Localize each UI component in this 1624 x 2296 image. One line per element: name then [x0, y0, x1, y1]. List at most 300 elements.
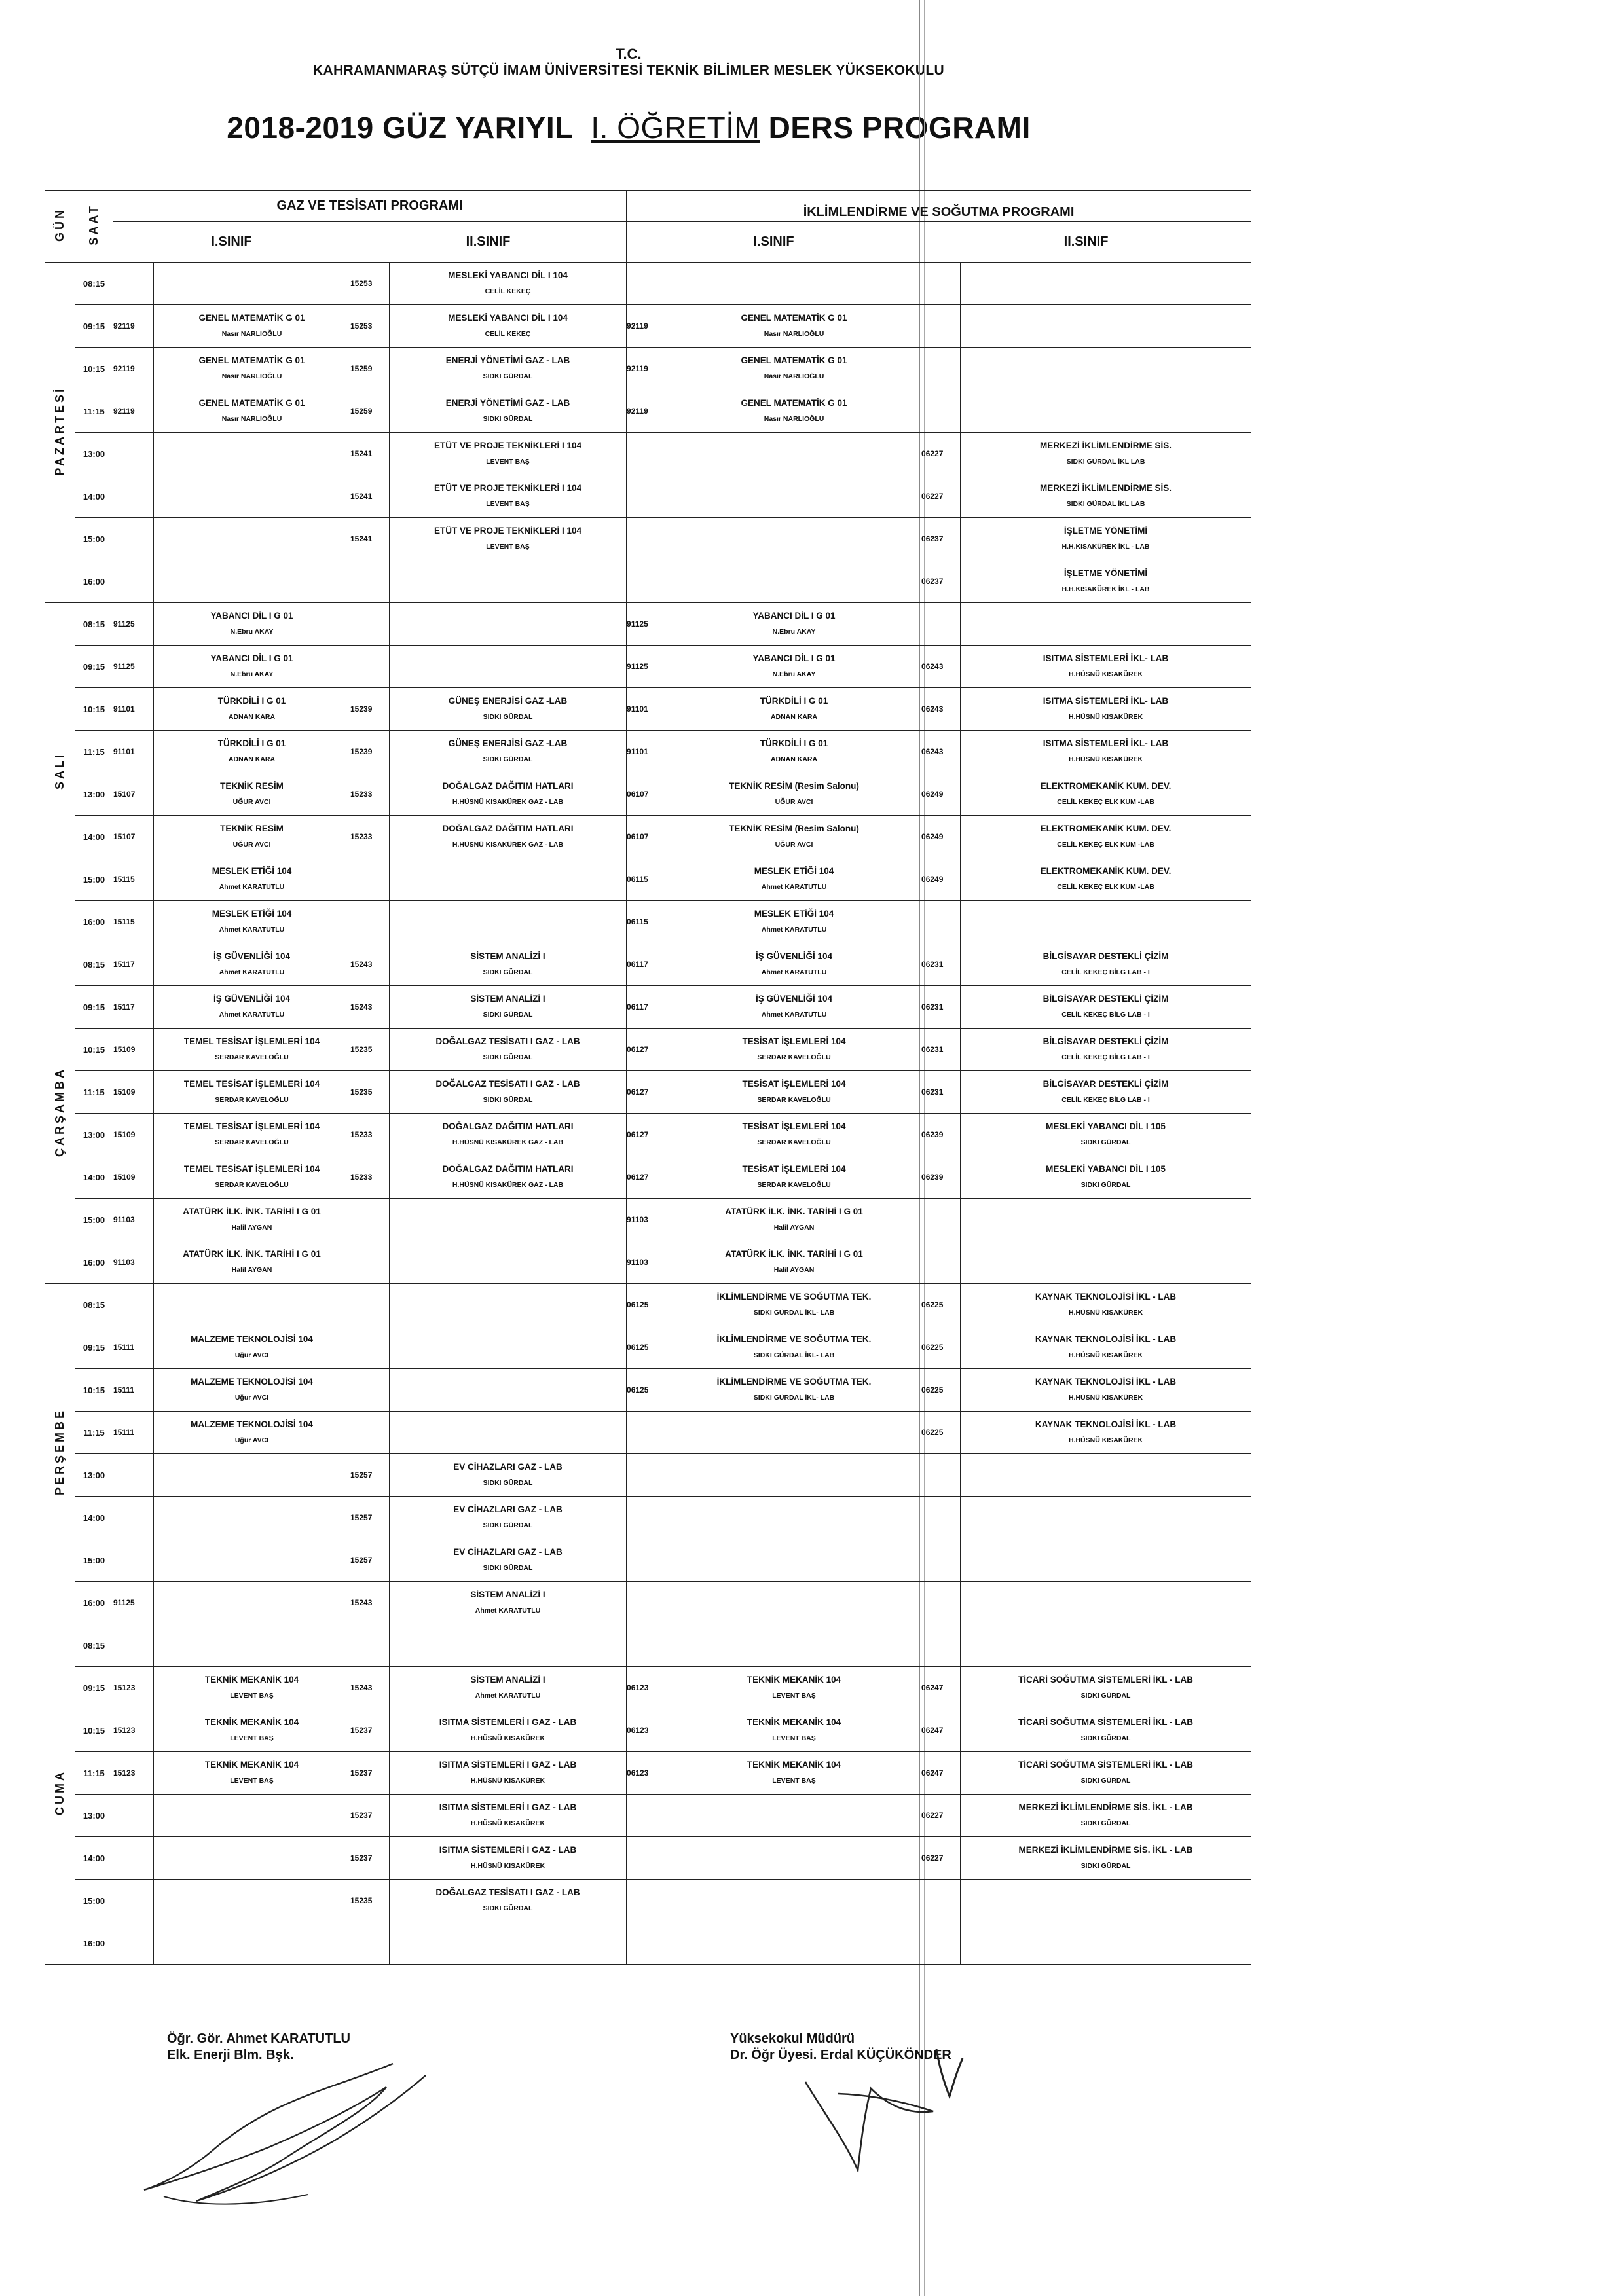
schedule-row: [45, 263, 1251, 305]
course-code-gaz-2: 15241: [350, 518, 390, 560]
course-cell-ikl-1: [667, 1199, 921, 1241]
course-cell-ikl-1: [667, 1539, 921, 1582]
course-instructor: ADNAN KARA: [770, 756, 818, 763]
course-instructor: ADNAN KARA: [228, 713, 276, 721]
course-cell-gaz-1: [154, 1624, 350, 1667]
course-instructor: LEVENT BAŞ: [230, 1692, 274, 1700]
course-cell-ikl-1: [667, 518, 921, 560]
course-cell-gaz-1: [154, 1326, 350, 1369]
course-instructor: SERDAR KAVELOĞLU: [215, 1096, 289, 1104]
schedule-table: [45, 190, 1251, 1965]
course-title: DOĞALGAZ TESİSATI I GAZ - LAB: [435, 1079, 580, 1089]
course-code-ikl-2: 06247: [921, 1752, 961, 1795]
day-label: ÇARŞAMBA: [45, 943, 75, 1284]
time-slot: 13:00: [75, 1454, 113, 1497]
title-program: DERS PROGRAMI: [768, 111, 1031, 145]
schedule-row: [45, 603, 1251, 646]
course-title: BİLGİSAYAR DESTEKLİ ÇİZİM: [1043, 1036, 1169, 1046]
course-instructor: SIDKI GÜRDAL: [1080, 1692, 1131, 1700]
course-code-ikl-1: 91125: [627, 603, 667, 646]
course-instructor: Nasır NARLIOĞLU: [221, 330, 282, 338]
schedule-row: [45, 1284, 1251, 1326]
course-cell-ikl-2: [961, 1922, 1251, 1965]
course-instructor: LEVENT BAŞ: [486, 500, 530, 508]
course-cell-gaz-1: [154, 1752, 350, 1795]
course-instructor: Ahmet KARATUTLU: [219, 883, 285, 891]
day-column-header: GÜN: [45, 191, 75, 263]
time-slot: 08:15: [75, 1284, 113, 1326]
course-instructor: SIDKI GÜRDAL: [483, 1522, 533, 1529]
course-instructor: SIDKI GÜRDAL: [483, 1096, 533, 1104]
course-code-ikl-2: 06227: [921, 1837, 961, 1880]
header-row-programs: [45, 191, 1251, 222]
course-cell-gaz-2: [390, 1497, 627, 1539]
course-cell-ikl-1: [667, 1624, 921, 1667]
course-title: TEKNİK MEKANİK 104: [204, 1760, 299, 1770]
course-cell-gaz-1: [154, 1114, 350, 1156]
course-code-ikl-2: 06225: [921, 1369, 961, 1412]
course-title: TİCARİ SOĞUTMA SİSTEMLERİ İKL - LAB: [1018, 1717, 1194, 1727]
course-cell-gaz-2: [390, 773, 627, 816]
course-cell-ikl-1: [667, 731, 921, 773]
course-title: GENEL MATEMATİK G 01: [741, 398, 847, 408]
course-cell-ikl-1: [667, 1284, 921, 1326]
title-year: 2018-2019: [227, 111, 374, 145]
course-code-ikl-2: 06237: [921, 518, 961, 560]
course-title: MESLEK ETİĞİ 104: [212, 866, 292, 876]
schedule-row: [45, 1114, 1251, 1156]
course-code-gaz-2: 15235: [350, 1880, 390, 1922]
course-code-ikl-1: 06127: [627, 1029, 667, 1071]
course-code-gaz-1: 15117: [113, 943, 154, 986]
schedule-row: [45, 1795, 1251, 1837]
course-cell-ikl-2: [961, 348, 1251, 390]
course-cell-gaz-2: [390, 1199, 627, 1241]
course-cell-ikl-2: [961, 1114, 1251, 1156]
course-instructor: Ahmet KARATUTLU: [219, 926, 285, 934]
time-slot: 13:00: [75, 1114, 113, 1156]
course-instructor: Nasır NARLIOĞLU: [764, 373, 824, 380]
course-code-ikl-2: [921, 390, 961, 433]
course-code-ikl-1: [627, 475, 667, 518]
course-code-ikl-1: 91101: [627, 688, 667, 731]
course-instructor: H.HÜSNÜ KISAKÜREK GAZ - LAB: [452, 841, 564, 848]
course-instructor: H.H.KISAKÜREK İKL - LAB: [1061, 585, 1150, 593]
course-title: ISITMA SİSTEMLERİ I GAZ - LAB: [439, 1760, 577, 1770]
course-code-gaz-1: 91101: [113, 731, 154, 773]
course-title: TEMEL TESİSAT İŞLEMLERİ 104: [183, 1079, 320, 1089]
course-title: ISITMA SİSTEMLERİ I GAZ - LAB: [439, 1845, 577, 1855]
course-cell-gaz-2: [390, 603, 627, 646]
course-cell-ikl-1: [667, 1326, 921, 1369]
course-instructor: Ahmet KARATUTLU: [475, 1607, 541, 1614]
course-code-gaz-1: 15123: [113, 1667, 154, 1709]
course-cell-gaz-1: [154, 603, 350, 646]
course-title: GENEL MATEMATİK G 01: [198, 355, 305, 365]
course-title: ELEKTROMEKANİK KUM. DEV.: [1040, 824, 1172, 833]
course-code-ikl-1: 92119: [627, 390, 667, 433]
course-code-ikl-2: [921, 1241, 961, 1284]
course-code-ikl-1: 06127: [627, 1114, 667, 1156]
time-slot: 11:15: [75, 1752, 113, 1795]
course-code-gaz-1: [113, 433, 154, 475]
course-cell-ikl-2: [961, 1539, 1251, 1582]
course-cell-ikl-1: [667, 603, 921, 646]
title-term: GÜZ YARIYIL: [382, 111, 574, 145]
schedule-row: [45, 305, 1251, 348]
course-title: MALZEME TEKNOLOJİSİ 104: [191, 1334, 313, 1344]
course-cell-gaz-2: [390, 1837, 627, 1880]
course-code-ikl-2: 06231: [921, 1029, 961, 1071]
time-slot: 15:00: [75, 858, 113, 901]
course-code-gaz-2: [350, 1369, 390, 1412]
course-instructor: SIDKI GÜRDAL: [483, 756, 533, 763]
course-code-ikl-2: [921, 348, 961, 390]
course-code-gaz-1: 15115: [113, 858, 154, 901]
course-title: GÜNEŞ ENERJİSİ GAZ -LAB: [448, 696, 568, 706]
course-code-ikl-1: 91103: [627, 1241, 667, 1284]
course-code-ikl-2: [921, 1582, 961, 1624]
course-cell-gaz-2: [390, 1752, 627, 1795]
course-cell-ikl-1: [667, 1454, 921, 1497]
course-instructor: SIDKI GÜRDAL İKL LAB: [1066, 458, 1145, 465]
course-instructor: Halil AYGAN: [773, 1266, 815, 1274]
course-cell-gaz-1: [154, 816, 350, 858]
course-cell-ikl-2: [961, 1709, 1251, 1752]
course-instructor: LEVENT BAŞ: [772, 1777, 816, 1785]
course-code-gaz-2: [350, 1412, 390, 1454]
course-code-ikl-2: [921, 901, 961, 943]
course-title: ELEKTROMEKANİK KUM. DEV.: [1040, 781, 1172, 791]
course-title: ETÜT VE PROJE TEKNİKLERİ I 104: [434, 441, 582, 450]
course-cell-ikl-1: [667, 560, 921, 603]
course-cell-ikl-2: [961, 1880, 1251, 1922]
course-cell-ikl-2: [961, 1412, 1251, 1454]
course-cell-gaz-2: [390, 1709, 627, 1752]
course-code-ikl-2: 06237: [921, 560, 961, 603]
course-cell-ikl-2: [961, 1497, 1251, 1539]
course-title: ATATÜRK İLK. İNK. TARİHİ I G 01: [725, 1207, 863, 1216]
course-instructor: Halil AYGAN: [231, 1224, 272, 1231]
course-cell-ikl-2: [961, 263, 1251, 305]
time-slot: 11:15: [75, 390, 113, 433]
course-code-ikl-2: 06249: [921, 858, 961, 901]
course-title: SİSTEM ANALİZİ I: [470, 1675, 545, 1685]
course-code-gaz-2: [350, 1284, 390, 1326]
course-code-gaz-1: [113, 1795, 154, 1837]
course-instructor: N.Ebru AKAY: [230, 628, 274, 636]
course-cell-ikl-1: [667, 1880, 921, 1922]
course-title: TÜRKDİLİ I G 01: [217, 696, 286, 706]
course-instructor: LEVENT BAŞ: [230, 1777, 274, 1785]
course-cell-gaz-1: [154, 688, 350, 731]
course-code-ikl-1: 06117: [627, 986, 667, 1029]
course-title: SİSTEM ANALİZİ I: [470, 1590, 545, 1599]
course-code-ikl-1: 06123: [627, 1709, 667, 1752]
schedule-row: [45, 518, 1251, 560]
course-title: TÜRKDİLİ I G 01: [217, 738, 286, 748]
course-code-gaz-1: 15107: [113, 773, 154, 816]
course-code-gaz-1: [113, 1497, 154, 1539]
course-title: ENERJİ YÖNETİMİ GAZ - LAB: [445, 398, 570, 408]
course-cell-ikl-2: [961, 1667, 1251, 1709]
time-slot: 10:15: [75, 1709, 113, 1752]
course-cell-gaz-1: [154, 1071, 350, 1114]
course-cell-ikl-1: [667, 1412, 921, 1454]
time-slot: 16:00: [75, 1922, 113, 1965]
course-cell-ikl-2: [961, 1284, 1251, 1326]
course-code-ikl-1: [627, 1624, 667, 1667]
course-title: MESLEK ETİĞİ 104: [212, 909, 292, 919]
course-cell-ikl-1: [667, 390, 921, 433]
course-instructor: LEVENT BAŞ: [230, 1734, 274, 1742]
course-cell-gaz-2: [390, 1667, 627, 1709]
course-title: DOĞALGAZ TESİSATI I GAZ - LAB: [435, 1887, 580, 1897]
course-cell-ikl-2: [961, 390, 1251, 433]
course-cell-ikl-1: [667, 433, 921, 475]
course-cell-gaz-2: [390, 646, 627, 688]
course-code-ikl-1: 92119: [627, 348, 667, 390]
course-instructor: LEVENT BAŞ: [486, 458, 530, 465]
course-code-ikl-2: 06227: [921, 475, 961, 518]
course-instructor: N.Ebru AKAY: [772, 670, 816, 678]
course-code-gaz-2: 15235: [350, 1071, 390, 1114]
course-code-ikl-2: 06249: [921, 816, 961, 858]
course-cell-gaz-2: [390, 348, 627, 390]
course-cell-gaz-1: [154, 518, 350, 560]
course-title: TİCARİ SOĞUTMA SİSTEMLERİ İKL - LAB: [1018, 1760, 1194, 1770]
course-cell-gaz-1: [154, 1880, 350, 1922]
time-slot: 08:15: [75, 603, 113, 646]
course-title: TEKNİK RESİM (Resim Salonu): [729, 781, 859, 791]
course-code-gaz-2: 15233: [350, 1156, 390, 1199]
course-title: TESİSAT İŞLEMLERİ 104: [742, 1036, 846, 1046]
course-instructor: SIDKI GÜRDAL: [1080, 1862, 1131, 1870]
course-title: GÜNEŞ ENERJİSİ GAZ -LAB: [448, 738, 568, 748]
course-code-gaz-2: 15237: [350, 1837, 390, 1880]
course-instructor: SIDKI GÜRDAL İKL- LAB: [753, 1309, 835, 1317]
time-slot: 09:15: [75, 305, 113, 348]
course-instructor: ADNAN KARA: [770, 713, 818, 721]
course-cell-gaz-1: [154, 1837, 350, 1880]
course-code-ikl-1: 06115: [627, 901, 667, 943]
time-slot: 10:15: [75, 688, 113, 731]
course-title: KAYNAK TEKNOLOJİSİ İKL - LAB: [1035, 1377, 1177, 1387]
course-title: MERKEZİ İKLİMLENDİRME SİS.: [1040, 441, 1172, 450]
course-cell-gaz-1: [154, 263, 350, 305]
course-code-gaz-2: 15257: [350, 1497, 390, 1539]
course-instructor: CELİL KEKEÇ BİLG LAB - I: [1061, 1053, 1150, 1061]
course-code-gaz-1: 92119: [113, 348, 154, 390]
course-title: TEMEL TESİSAT İŞLEMLERİ 104: [183, 1121, 320, 1131]
course-title: EV CİHAZLARI GAZ - LAB: [453, 1547, 563, 1557]
course-cell-gaz-2: [390, 986, 627, 1029]
course-instructor: SERDAR KAVELOĞLU: [215, 1053, 289, 1061]
course-cell-ikl-2: [961, 1199, 1251, 1241]
course-cell-ikl-2: [961, 518, 1251, 560]
schedule-row: [45, 858, 1251, 901]
course-title: ATATÜRK İLK. İNK. TARİHİ I G 01: [725, 1249, 863, 1259]
course-title: TEMEL TESİSAT İŞLEMLERİ 104: [183, 1036, 320, 1046]
course-code-gaz-1: 91103: [113, 1241, 154, 1284]
course-title: TÜRKDİLİ I G 01: [760, 696, 828, 706]
header-row-classes: [45, 222, 1251, 263]
course-title: MERKEZİ İKLİMLENDİRME SİS. İKL - LAB: [1018, 1845, 1193, 1855]
course-instructor: Nasır NARLIOĞLU: [221, 415, 282, 423]
course-code-gaz-1: 15109: [113, 1156, 154, 1199]
course-instructor: UĞUR AVCI: [775, 798, 813, 806]
course-cell-ikl-1: [667, 305, 921, 348]
course-instructor: Nasır NARLIOĞLU: [764, 415, 824, 423]
course-title: GENEL MATEMATİK G 01: [198, 313, 305, 323]
course-cell-ikl-2: [961, 1582, 1251, 1624]
course-cell-ikl-1: [667, 263, 921, 305]
course-code-gaz-2: [350, 560, 390, 603]
course-code-gaz-2: [350, 646, 390, 688]
class-header-ikl-2: II.SINIF: [921, 222, 1251, 263]
course-cell-gaz-2: [390, 1241, 627, 1284]
course-code-ikl-2: [921, 1199, 961, 1241]
course-cell-gaz-1: [154, 1497, 350, 1539]
course-cell-gaz-1: [154, 1454, 350, 1497]
schedule-row: [45, 986, 1251, 1029]
course-code-ikl-2: [921, 263, 961, 305]
course-instructor: H.HÜSNÜ KISAKÜREK: [1068, 1309, 1143, 1317]
course-code-gaz-1: [113, 475, 154, 518]
time-slot: 16:00: [75, 901, 113, 943]
time-slot: 15:00: [75, 1539, 113, 1582]
course-cell-ikl-2: [961, 603, 1251, 646]
schedule-row: [45, 646, 1251, 688]
course-instructor: Uğur AVCI: [234, 1351, 269, 1359]
course-instructor: SIDKI GÜRDAL İKL- LAB: [753, 1351, 835, 1359]
schedule-row: [45, 1837, 1251, 1880]
course-instructor: Nasır NARLIOĞLU: [764, 330, 824, 338]
course-instructor: SIDKI GÜRDAL İKL- LAB: [753, 1394, 835, 1402]
course-title: ENERJİ YÖNETİMİ GAZ - LAB: [445, 355, 570, 365]
course-cell-gaz-1: [154, 1412, 350, 1454]
course-code-gaz-2: [350, 858, 390, 901]
course-code-gaz-1: 15123: [113, 1709, 154, 1752]
schedule-row: [45, 773, 1251, 816]
course-code-ikl-2: 06231: [921, 986, 961, 1029]
course-title: TEKNİK MEKANİK 104: [747, 1675, 841, 1685]
time-slot: 08:15: [75, 1624, 113, 1667]
course-code-gaz-2: 15237: [350, 1795, 390, 1837]
course-code-gaz-1: [113, 560, 154, 603]
course-cell-gaz-2: [390, 943, 627, 986]
course-code-ikl-1: 92119: [627, 305, 667, 348]
course-cell-gaz-2: [390, 1880, 627, 1922]
course-instructor: SIDKI GÜRDAL: [483, 1904, 533, 1912]
course-title: SİSTEM ANALİZİ I: [470, 951, 545, 961]
course-instructor: LEVENT BAŞ: [772, 1692, 816, 1700]
course-code-gaz-2: [350, 1922, 390, 1965]
course-cell-gaz-2: [390, 390, 627, 433]
course-code-ikl-2: 06247: [921, 1709, 961, 1752]
course-code-ikl-2: [921, 305, 961, 348]
course-cell-ikl-2: [961, 1326, 1251, 1369]
schedule-row: [45, 1369, 1251, 1412]
course-code-ikl-2: 06231: [921, 1071, 961, 1114]
schedule-row: [45, 943, 1251, 986]
course-title: İŞLETME YÖNETİMİ: [1063, 568, 1148, 578]
course-cell-gaz-2: [390, 1922, 627, 1965]
course-instructor: H.HÜSNÜ KISAKÜREK: [1068, 756, 1143, 763]
course-cell-ikl-1: [667, 901, 921, 943]
course-code-gaz-1: 15117: [113, 986, 154, 1029]
course-title: DOĞALGAZ DAĞITIM HATLARI: [442, 824, 574, 833]
program-header-ikl: İKLİMLENDİRME VE SOĞUTMA PROGRAMI: [627, 191, 1251, 222]
course-title: MERKEZİ İKLİMLENDİRME SİS. İKL - LAB: [1018, 1802, 1193, 1812]
course-instructor: H.H.KISAKÜREK İKL - LAB: [1061, 543, 1150, 551]
course-cell-gaz-2: [390, 1326, 627, 1369]
course-title: MESLEKİ YABANCI DİL I 104: [448, 313, 568, 323]
course-cell-ikl-2: [961, 1369, 1251, 1412]
course-cell-ikl-2: [961, 305, 1251, 348]
course-title: İŞ GÜVENLİĞİ 104: [756, 951, 833, 961]
schedule-row: [45, 1156, 1251, 1199]
course-cell-gaz-1: [154, 1029, 350, 1071]
course-title: TEKNİK MEKANİK 104: [204, 1717, 299, 1727]
course-code-ikl-1: [627, 1539, 667, 1582]
time-slot: 11:15: [75, 1412, 113, 1454]
schedule-row: [45, 1880, 1251, 1922]
day-label: CUMA: [45, 1624, 75, 1965]
course-title: EV CİHAZLARI GAZ - LAB: [453, 1462, 563, 1472]
course-instructor: H.HÜSNÜ KISAKÜREK: [1068, 670, 1143, 678]
course-instructor: H.HÜSNÜ KISAKÜREK: [1068, 1436, 1143, 1444]
course-code-gaz-2: 15239: [350, 688, 390, 731]
course-cell-ikl-1: [667, 943, 921, 986]
course-code-gaz-1: [113, 263, 154, 305]
schedule-row: [45, 901, 1251, 943]
course-cell-ikl-2: [961, 1624, 1251, 1667]
time-slot: 10:15: [75, 1369, 113, 1412]
schedule-row: [45, 1624, 1251, 1667]
course-instructor: H.HÜSNÜ KISAKÜREK: [470, 1862, 545, 1870]
course-code-gaz-1: 91103: [113, 1199, 154, 1241]
course-code-gaz-1: 92119: [113, 390, 154, 433]
course-title: DOĞALGAZ TESİSATI I GAZ - LAB: [435, 1036, 580, 1046]
course-cell-ikl-2: [961, 858, 1251, 901]
course-code-gaz-1: [113, 1880, 154, 1922]
course-cell-ikl-1: [667, 646, 921, 688]
course-code-gaz-2: 15259: [350, 348, 390, 390]
course-instructor: Ahmet KARATUTLU: [219, 968, 285, 976]
course-cell-ikl-2: [961, 1795, 1251, 1837]
day-label: SALI: [45, 603, 75, 943]
course-title: İŞ GÜVENLİĞİ 104: [213, 951, 291, 961]
course-cell-gaz-1: [154, 305, 350, 348]
course-code-gaz-1: [113, 1624, 154, 1667]
course-instructor: H.HÜSNÜ KISAKÜREK: [1068, 1394, 1143, 1402]
course-cell-ikl-2: [961, 731, 1251, 773]
course-code-gaz-2: 15239: [350, 731, 390, 773]
time-slot: 15:00: [75, 1199, 113, 1241]
time-slot: 08:15: [75, 263, 113, 305]
time-column-header: SAAT: [75, 191, 113, 263]
course-instructor: H.HÜSNÜ KISAKÜREK: [1068, 713, 1143, 721]
course-cell-gaz-1: [154, 1795, 350, 1837]
course-cell-ikl-1: [667, 816, 921, 858]
course-instructor: Ahmet KARATUTLU: [761, 926, 827, 934]
course-instructor: SIDKI GÜRDAL: [483, 373, 533, 380]
course-instructor: CELİL KEKEÇ BİLG LAB - I: [1061, 1011, 1150, 1019]
course-instructor: H.HÜSNÜ KISAKÜREK: [470, 1777, 545, 1785]
course-code-ikl-1: [627, 1795, 667, 1837]
course-instructor: SIDKI GÜRDAL: [483, 415, 533, 423]
